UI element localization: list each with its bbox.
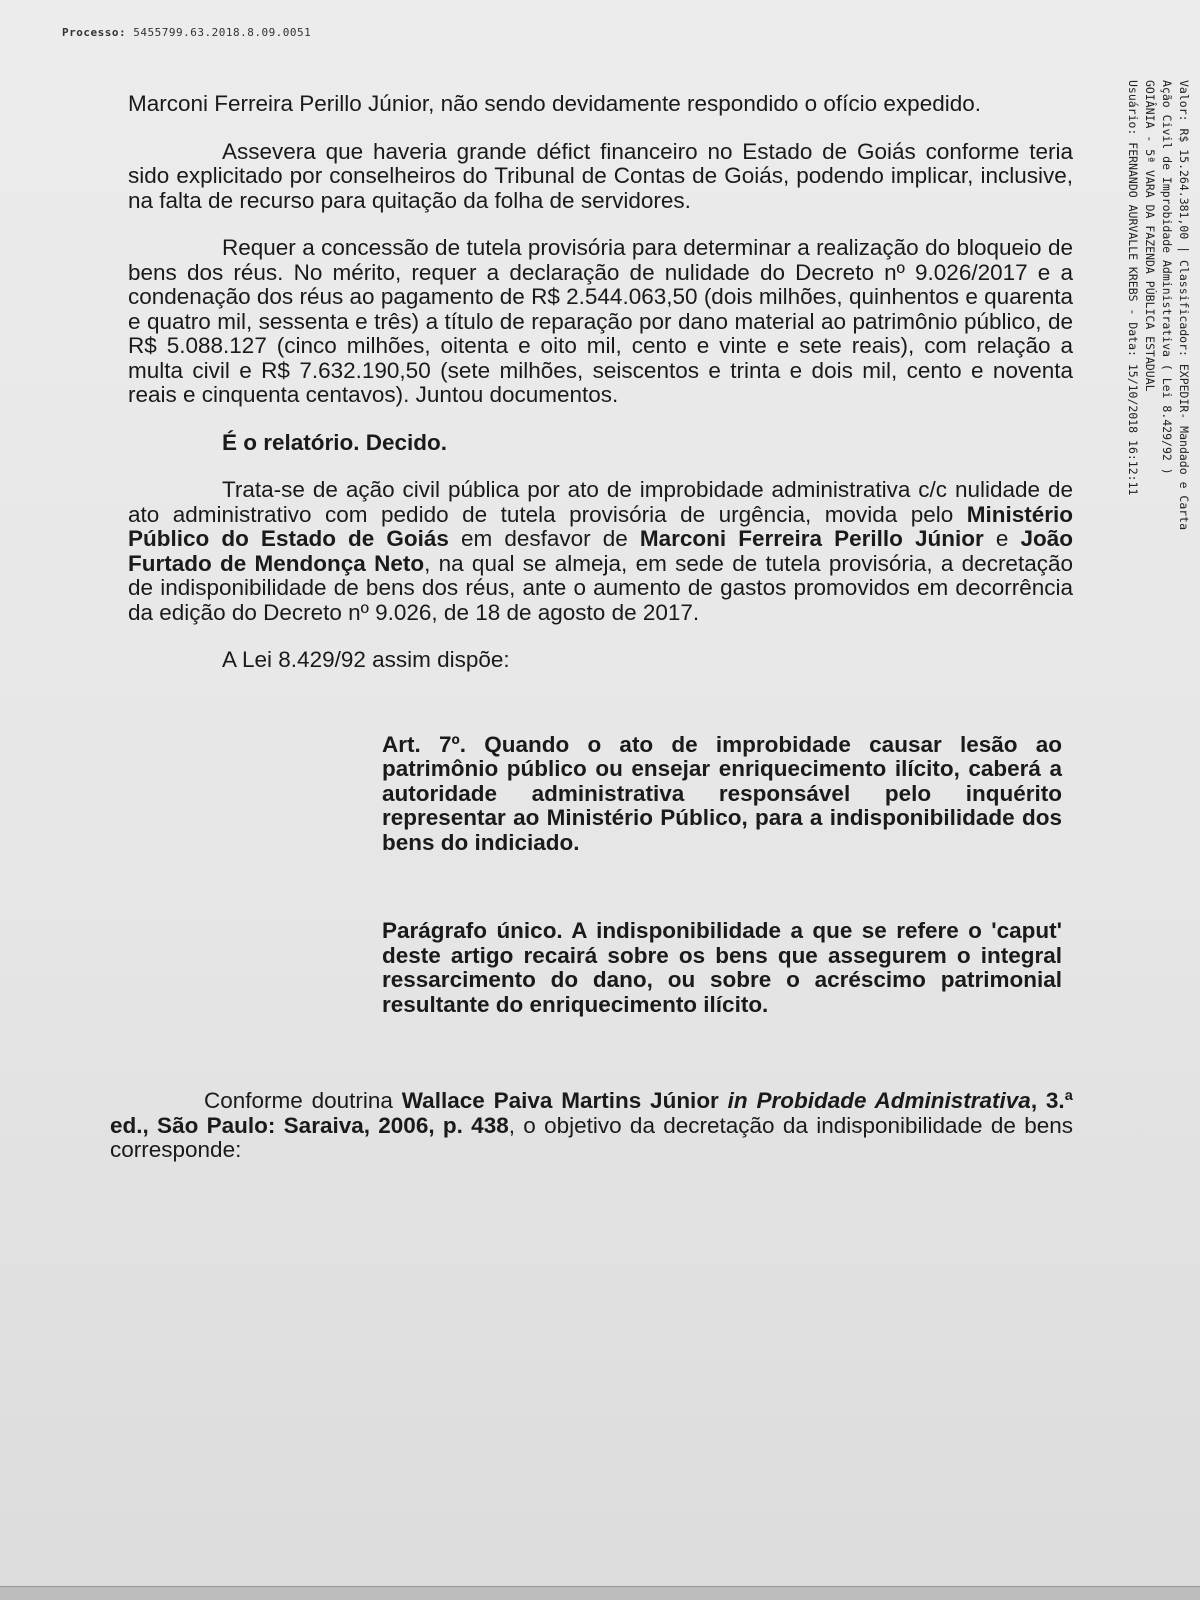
document-body <box>110 91 1073 1186</box>
paragraph-6: A Lei 8.429/92 assim dispõe: <box>222 647 510 672</box>
law-quote-article-7: Art. 7º. Quando o ato de improbidade causar lesão ao patrimônio público ou ensejar enriquecimento ilícito, caberá a autoridade administrativa responsável pelo inquérito representar ao Ministério Público, para a indisponibilidade dos bens do indiciado. <box>382 731 1062 855</box>
paragraph-5 <box>128 478 1073 625</box>
process-header <box>62 26 311 39</box>
p5-text-a: Trata-se de ação civil pública por ato de improbidade administrativa c/c nulidade de ato administrativo com pedido de tutela provisória de urgência, movida pelo <box>128 477 1073 527</box>
p5-text-g: , na qual se almeja, em sede de tutela provisória, a decretação de indisponibilidade de bens dos réus, ante o aumento de gastos promovidos em decorrência da edição do Decreto nº 9.026, de 18 de agosto de 2017. <box>128 550 1073 625</box>
doctrine-author: Wallace Paiva Martins Júnior <box>401 1088 728 1113</box>
side-stamp <box>1092 80 1192 720</box>
side-stamp-line-2: Ação Civil de Improbidade Administrativa ( Lei 8.429/92 ) <box>1160 80 1174 475</box>
p5-text-c: em desfavor de <box>448 526 640 551</box>
side-stamp-line-3: GOIÂNIA - 5ª VARA DA FAZENDA PÚBLICA ESTADUAL <box>1143 80 1157 392</box>
defendant-2-name: João Furtado de Mendonça Neto <box>128 526 1073 576</box>
p7-text-e: , o objetivo da decretação da indisponibilidade de bens corresponde: <box>110 1112 1073 1162</box>
law-quote-sole-paragraph: Parágrafo único. A indisponibilidade a que se refere o 'caput' deste artigo recairá sobre os bens que assegurem o integral ressarcimento do dano, ou sobre o acréscimo patrimonial resultante do enriquecimento ilícito. <box>382 918 1062 1017</box>
doctrine-paragraph <box>110 1089 1073 1163</box>
side-stamp-line-1: Valor: R$ 15.264.381,00 | Classificador: EXPEDIR- Mandado e Carta <box>1177 80 1191 531</box>
defendant-1-name: Marconi Ferreira Perillo Júnior <box>639 526 984 551</box>
paragraph-3: Requer a concessão de tutela provisória para determinar a realização do bloqueio de bens dos réus. No mérito, requer a declaração de nulidade do Decreto nº 9.026/2017 e a condenação dos réus ao pagamento de R$ 2.544.063,50 (dois milhões, quinhentos e quarenta e quatro mil, sessenta e três) a título de reparação por dano material ao patrimônio público, de R$ 5.088.127 (cinco milhões, oitenta e oito mil, cento e vinte e sete reais), com relação a multa civil e R$ 7.632.190,50 (sete milhões, seiscentos e trinta e dois mil, cento e noventa reais e cinquenta centavos). Juntou documentos. <box>128 235 1073 407</box>
process-number: 5455799.63.2018.8.09.0051 <box>133 26 312 39</box>
paragraph-1: Marconi Ferreira Perillo Júnior, não sendo devidamente respondido o ofício expedido. <box>128 91 982 116</box>
paragraph-2: Assevera que haveria grande défict financeiro no Estado de Goiás conforme teria sido explicitado por conselheiros do Tribunal de Contas de Goiás, podendo implicar, inclusive, na falta de recurso para quitação da folha de servidores. <box>128 138 1073 213</box>
report-heading <box>128 431 1073 456</box>
doctrine-book-title: in Probidade Administrativa <box>727 1088 1031 1113</box>
doctrine-edition: , 3.ª ed., São Paulo: Saraiva, 2006, p. 438 <box>110 1088 1073 1138</box>
p5-text-e: e <box>983 526 1021 551</box>
p7-text-a: Conforme doutrina <box>204 1088 402 1113</box>
process-label: Processo: <box>62 26 127 39</box>
next-page-edge <box>0 1586 1200 1600</box>
side-stamp-line-4: Usuário: FERNANDO AURVALLE KREBS - Data: 15/10/2018 16:12:11 <box>1126 80 1140 496</box>
plaintiff-name: Ministério Público do Estado de Goiás <box>128 501 1073 551</box>
report-heading-text: É o relatório. Decido. <box>222 429 448 455</box>
